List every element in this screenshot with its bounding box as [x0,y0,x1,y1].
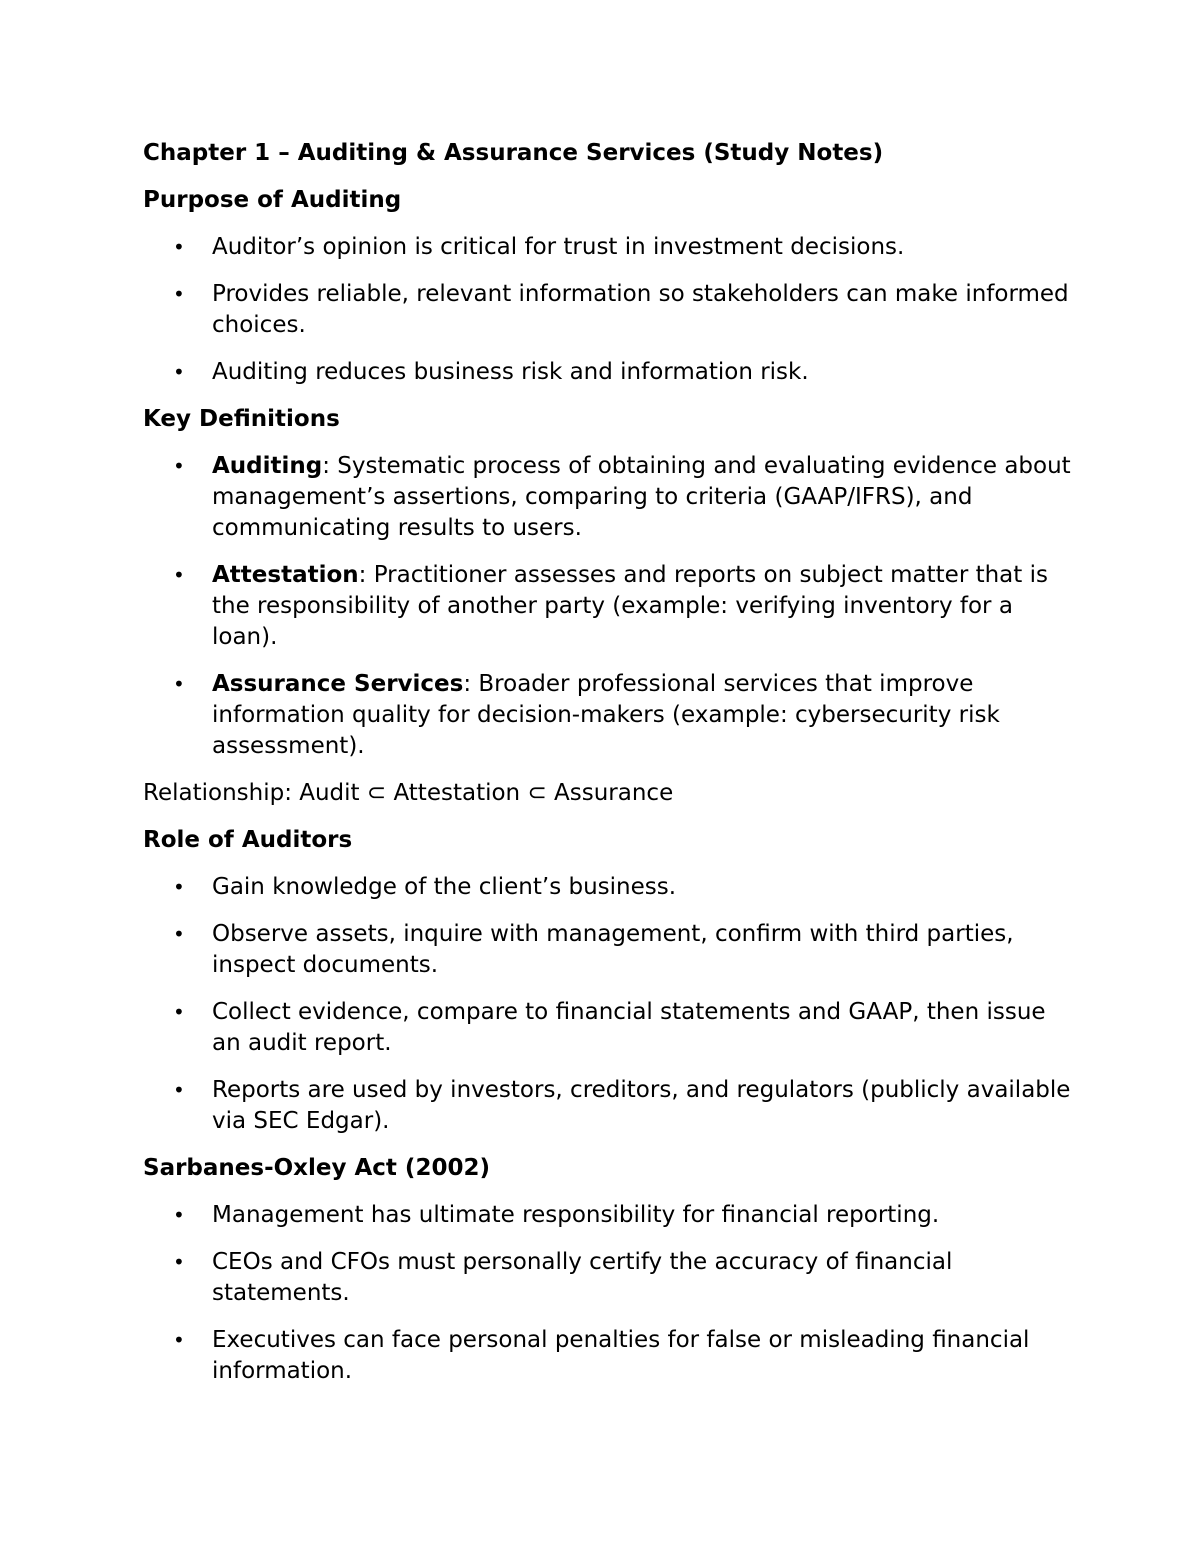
bullet-icon: • [173,1250,185,1274]
list-item-text: Executives can face personal penalties for false or misleading financial information. [212,1327,1030,1384]
list-item-text: Provides reliable, relevant information so stakeholders can make informed choices. [212,281,1069,338]
document-title: Chapter 1 – Auditing & Assurance Services (Study Notes) [143,140,884,166]
list-item [143,232,1073,263]
section-heading-sarbanes-oxley: Sarbanes-Oxley Act (2002) [143,1155,490,1181]
list-item [143,357,1073,388]
list-item-text: CEOs and CFOs must personally certify the accuracy of financial statements. [212,1249,953,1306]
section-heading-role-of-auditors: Role of Auditors [143,827,353,853]
bullet-icon: • [173,563,185,587]
bullet-icon: • [173,235,185,259]
section-heading-purpose: Purpose of Auditing [143,187,402,213]
definition-item [143,560,1073,653]
definition-term: Attestation [212,562,359,588]
list-item [143,1325,1073,1387]
list-item-text: Gain knowledge of the client’s business. [212,874,677,900]
definition-text: : Systematic process of obtaining and evaluating evidence about management’s assertions, comparing to criteria (GAAP/IFRS), and communicating results to users. [212,453,1071,541]
definition-text: : Broader professional services that improve information quality for decision-makers (example: cybersecurity risk assessment). [212,671,1000,759]
list-item-text: Auditor’s opinion is critical for trust in investment decisions. [212,234,905,260]
list-item [143,1200,1073,1231]
list-item [143,1247,1073,1309]
sox-bullet-list [143,1200,1073,1387]
list-item-text: Reports are used by investors, creditors, and regulators (publicly available via SEC Edgar). [212,1077,1071,1134]
bullet-icon: • [173,875,185,899]
relationship-statement: Relationship: Audit ⊂ Attestation ⊂ Assurance [143,780,674,806]
bullet-icon: • [173,454,185,478]
definitions-list [143,451,1073,762]
list-item [143,919,1073,981]
list-item [143,872,1073,903]
bullet-icon: • [173,1203,185,1227]
bullet-icon: • [173,922,185,946]
definition-item [143,669,1073,762]
list-item [143,1075,1073,1137]
list-item-text: Collect evidence, compare to financial statements and GAAP, then issue an audit report. [212,999,1046,1056]
section-heading-key-definitions: Key Definitions [143,406,340,432]
definition-term: Assurance Services [212,671,464,697]
bullet-icon: • [173,1328,185,1352]
bullet-icon: • [173,282,185,306]
definition-text: : Practitioner assesses and reports on subject matter that is the responsibility of another party (example: verifying inventory for a loan). [212,562,1048,650]
list-item [143,279,1073,341]
purpose-bullet-list [143,232,1073,388]
bullet-icon: • [173,672,185,696]
document-page [143,138,1073,1403]
list-item-text: Management has ultimate responsibility for financial reporting. [212,1202,940,1228]
list-item [143,997,1073,1059]
definition-term: Auditing [212,453,323,479]
bullet-icon: • [173,360,185,384]
list-item-text: Auditing reduces business risk and information risk. [212,359,809,385]
bullet-icon: • [173,1078,185,1102]
role-bullet-list [143,872,1073,1137]
definition-item [143,451,1073,544]
bullet-icon: • [173,1000,185,1024]
list-item-text: Observe assets, inquire with management, confirm with third parties, inspect documents. [212,921,1014,978]
